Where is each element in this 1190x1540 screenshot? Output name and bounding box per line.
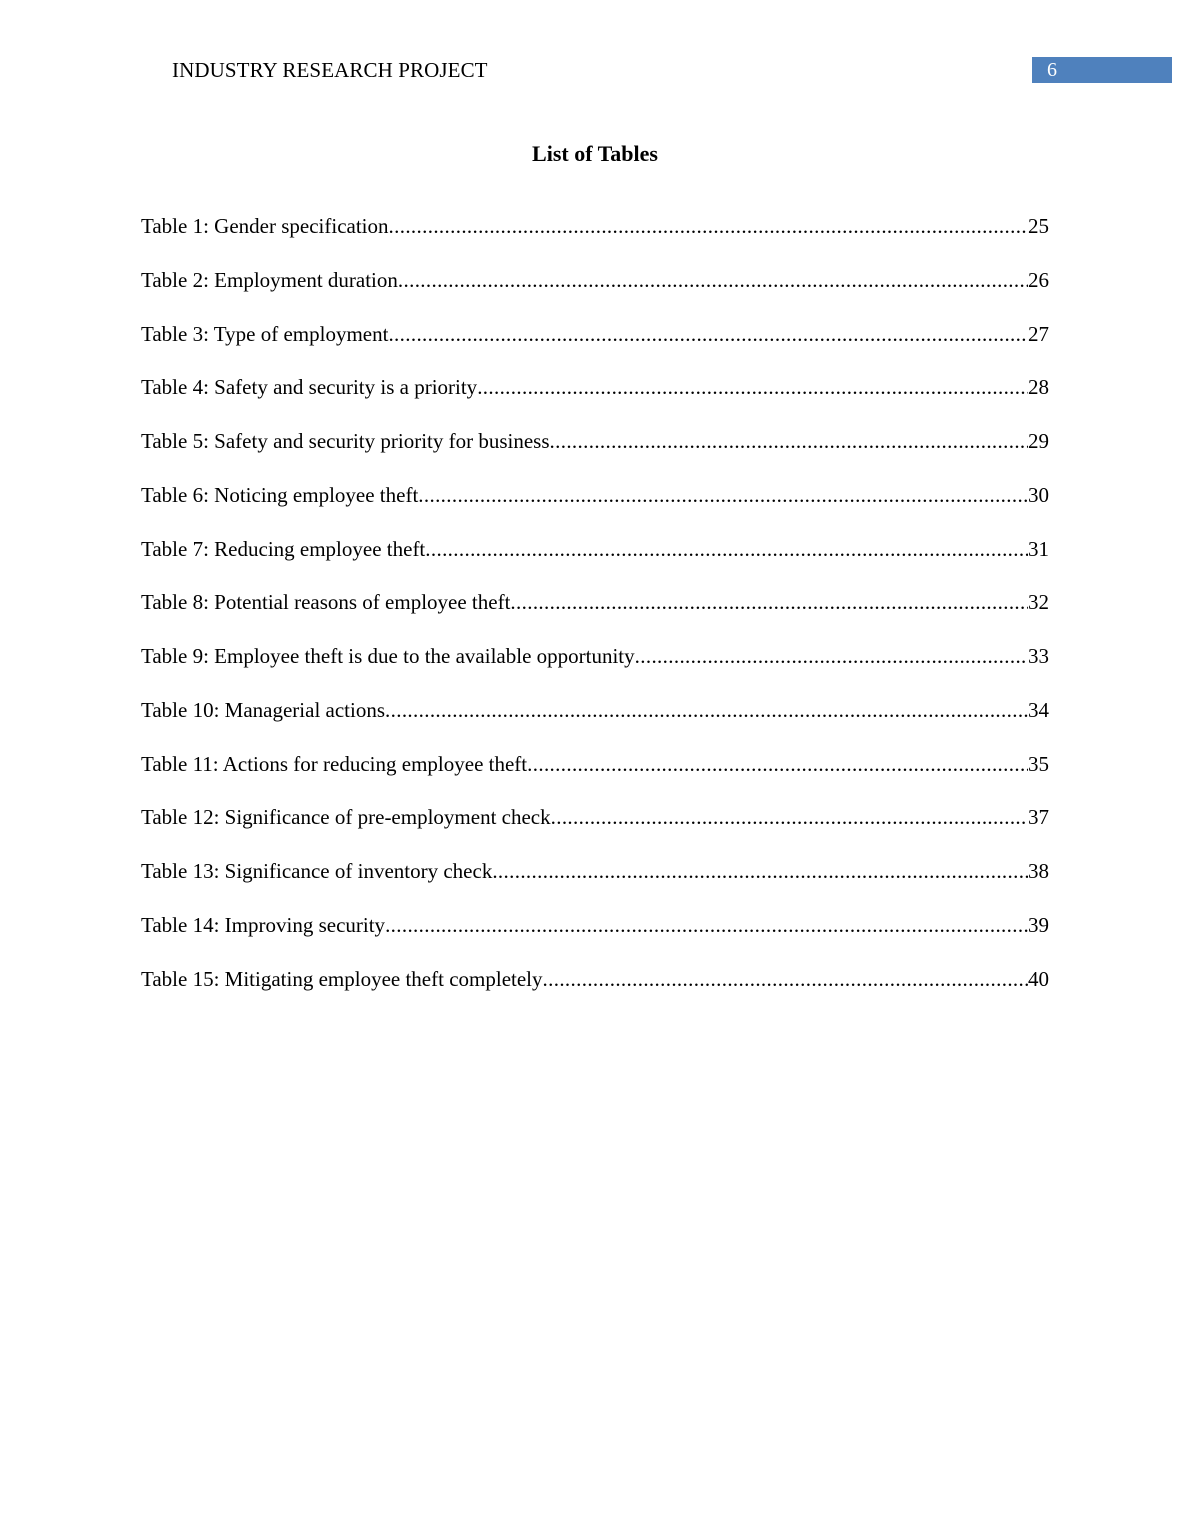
dot-leader [551,803,1028,831]
toc-entry[interactable] [141,803,1049,857]
toc-entry[interactable] [141,857,1049,911]
toc-entry[interactable] [141,481,1049,535]
dot-leader [550,427,1028,455]
toc-entry-label: Table 5: Safety and security priority for business [141,429,550,453]
toc-entry-page: 26 [1028,267,1049,292]
toc-entry[interactable] [141,535,1049,589]
dot-leader [477,373,1028,401]
toc-entry-label: Table 14: Improving security [141,912,386,937]
dot-leader [418,481,1028,509]
running-header-title: INDUSTRY RESEARCH PROJECT [172,58,488,82]
toc-entry[interactable] [141,427,1049,481]
dot-leader [388,320,1028,348]
toc-entry-page: 37 [1028,805,1049,830]
toc-entry-page: 31 [1028,536,1049,561]
toc-entry-label: Table 2: Employment duration [141,267,398,292]
toc-entry-label: Table 12: Significance of pre-employment check [141,805,551,830]
toc-entry-page: 25 [1028,214,1049,238]
toc-entry-page: 32 [1028,590,1049,615]
dot-leader [389,212,1028,240]
list-of-tables [141,212,1049,1018]
dot-leader [385,911,1028,939]
toc-entry-label: Table 3: Type of employment [141,321,389,346]
toc-entry-page: 35 [1028,751,1049,776]
dot-leader [398,266,1028,294]
toc-entry-page: 28 [1028,375,1049,400]
dot-leader [527,750,1028,778]
toc-entry[interactable] [141,588,1049,642]
toc-entry-label: Table 10: Managerial actions [141,697,386,722]
toc-entry-label: Table 9: Employee theft is due to the available opportunity [141,644,635,668]
toc-entry-page: 39 [1028,912,1049,937]
toc-entry[interactable] [141,320,1049,374]
toc-entry-label: Table 1: Gender specification [141,214,389,238]
toc-entry[interactable] [141,266,1049,320]
toc-entry[interactable] [141,642,1049,696]
toc-entry-label: Table 6: Noticing employee theft [141,482,419,507]
page-number-badge [1032,57,1172,83]
dot-leader [510,588,1028,616]
list-of-tables-heading: List of Tables [532,141,658,166]
toc-entry-label: Table 13: Significance of inventory check [141,859,493,883]
toc-entry-page: 27 [1028,321,1049,346]
toc-entry[interactable] [141,212,1049,266]
toc-entry-page: 33 [1028,644,1049,668]
toc-entry[interactable] [141,750,1049,804]
toc-entry-label: Table 8: Potential reasons of employee theft [141,590,511,615]
page-number: 6 [1047,59,1057,81]
dot-leader [385,696,1028,724]
toc-entry-page: 29 [1028,429,1049,453]
toc-entry-label: Table 11: Actions for reducing employee theft [141,751,528,776]
toc-entry-label: Table 15: Mitigating employee theft completely [141,966,543,991]
toc-entry[interactable] [141,373,1049,427]
dot-leader [425,535,1028,563]
toc-entry-page: 38 [1028,859,1049,883]
toc-entry[interactable] [141,965,1049,1019]
toc-entry-label: Table 7: Reducing employee theft [141,536,426,561]
toc-entry-page: 30 [1028,482,1049,507]
toc-entry[interactable] [141,911,1049,965]
dot-leader [492,857,1028,885]
toc-entry-label: Table 4: Safety and security is a priority [141,375,478,400]
toc-entry-page: 40 [1028,966,1049,991]
toc-entry-page: 34 [1028,697,1049,722]
dot-leader [635,642,1028,670]
dot-leader [543,965,1028,993]
toc-entry[interactable] [141,696,1049,750]
